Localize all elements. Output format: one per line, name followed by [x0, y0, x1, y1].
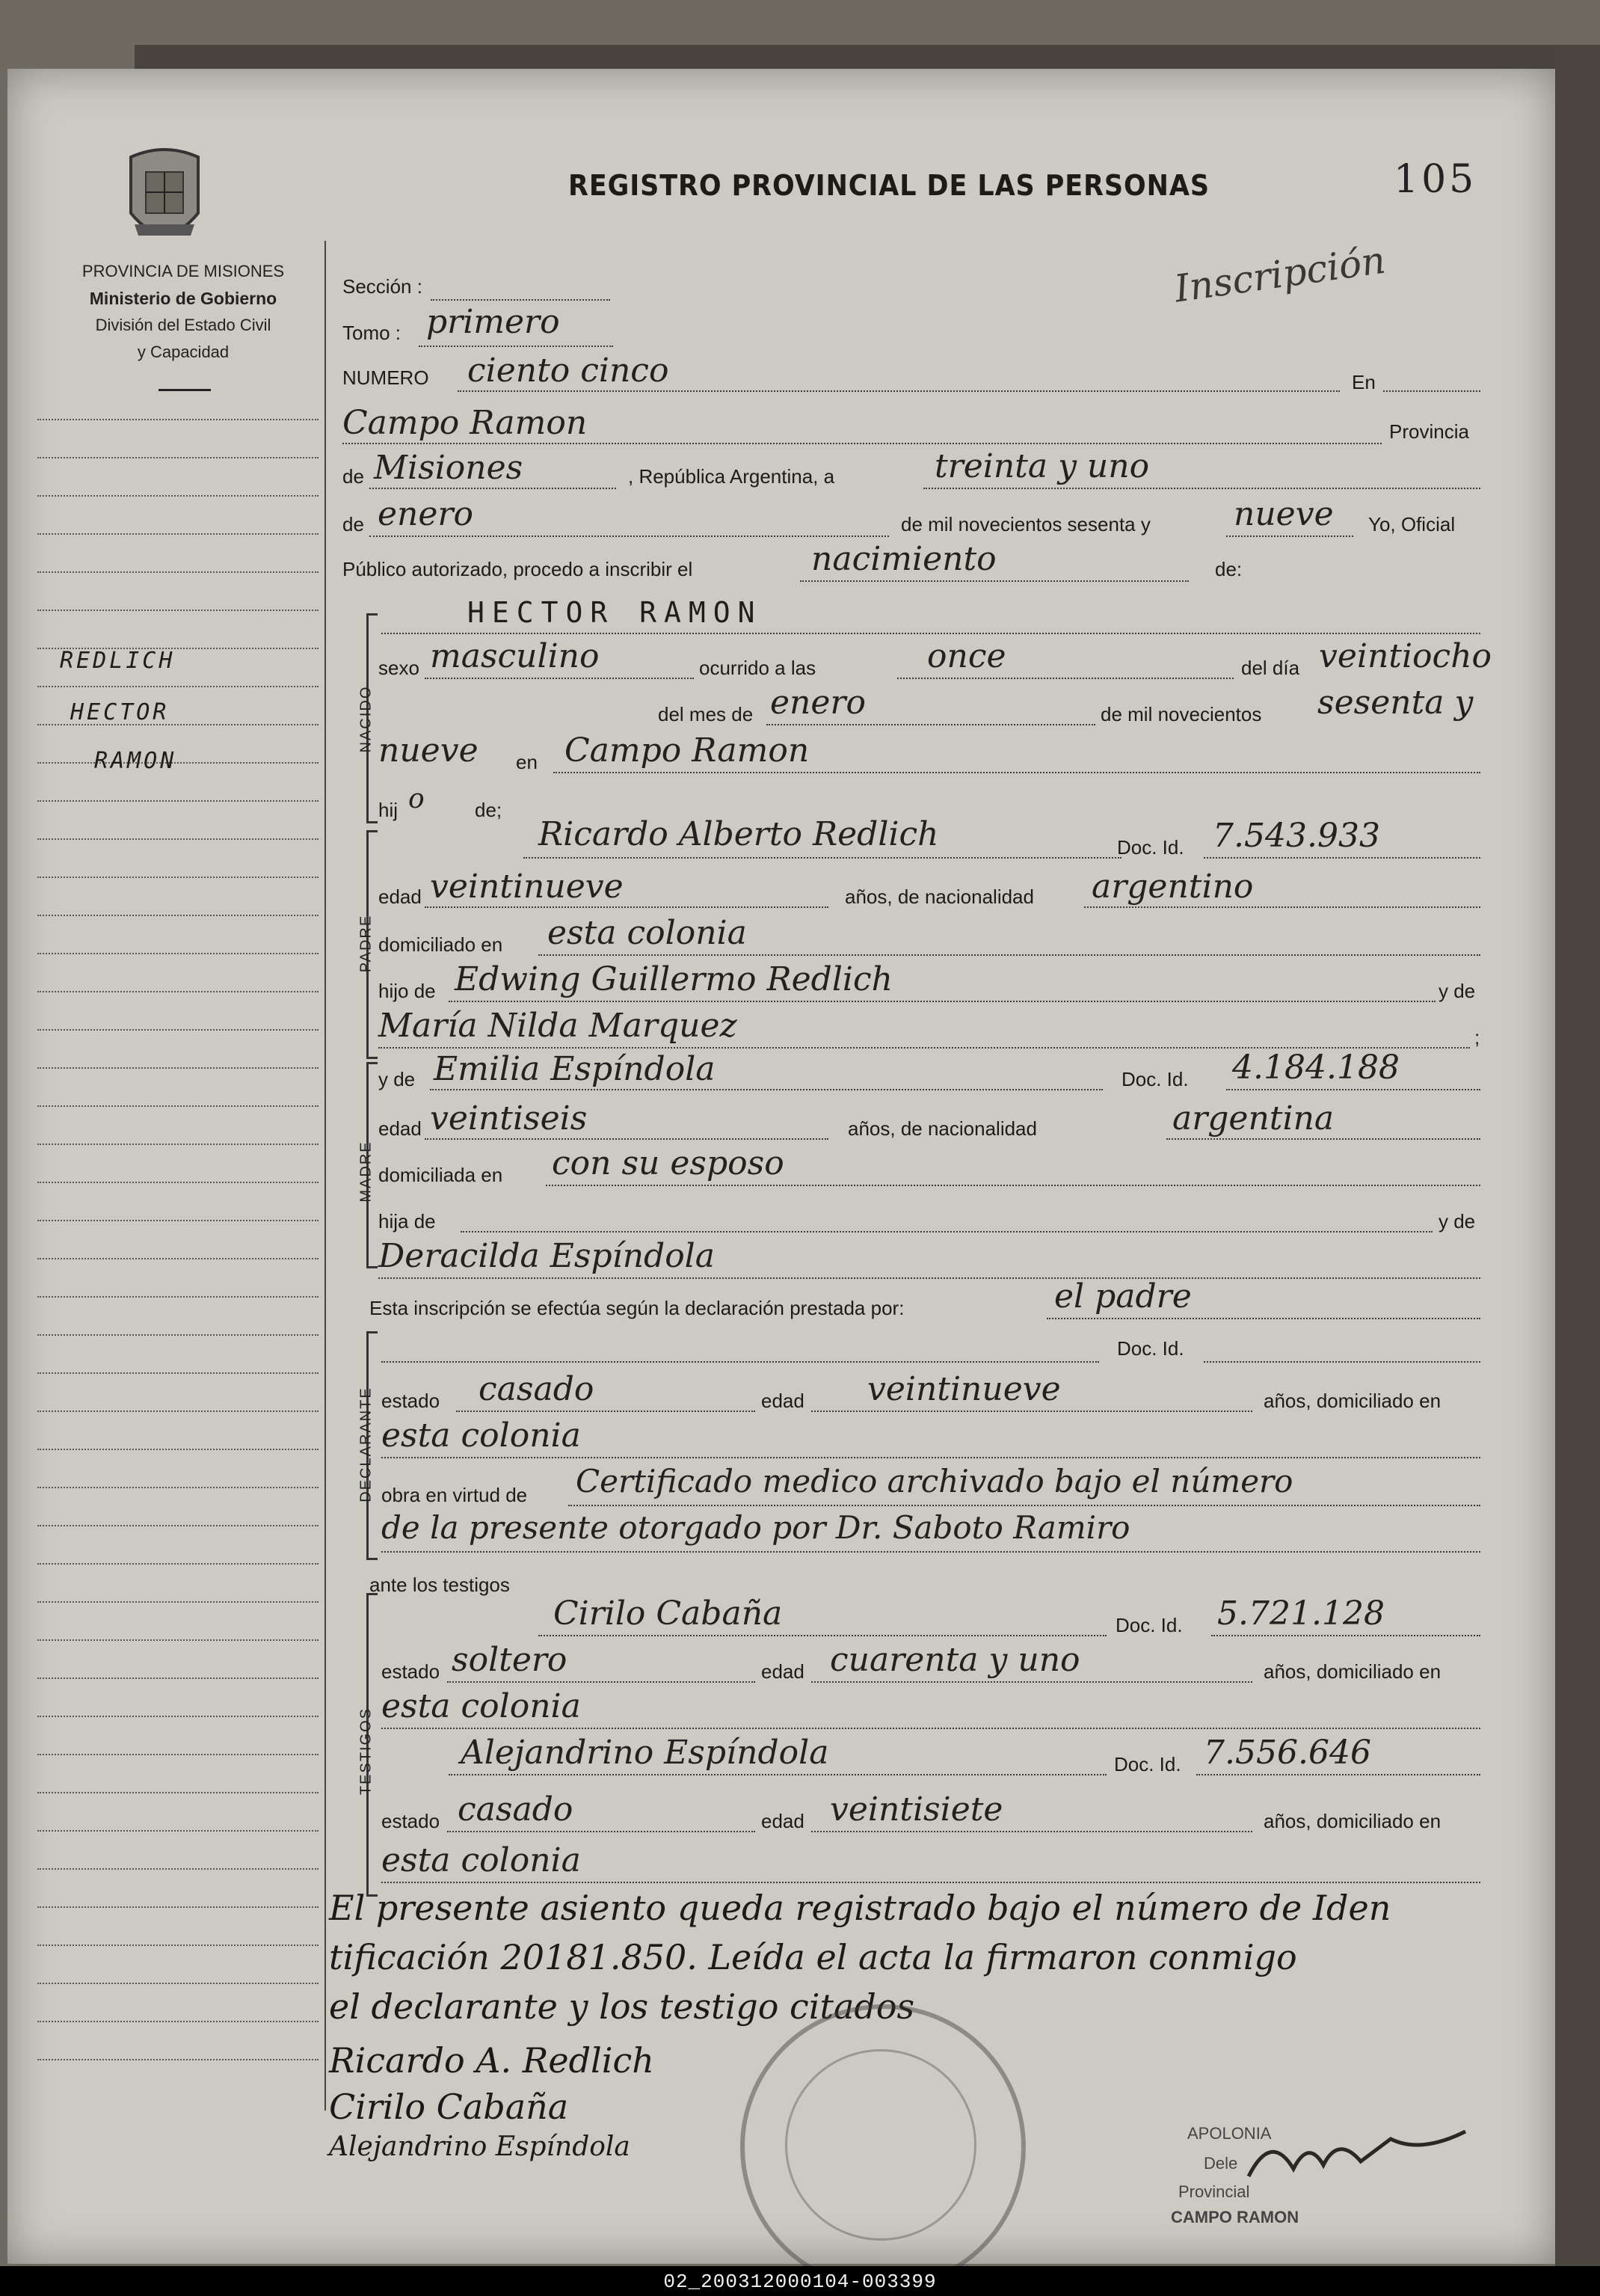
margin-ruled-line — [37, 838, 319, 840]
label-doc-madre: Doc. Id. — [1121, 1068, 1189, 1090]
value-provincia: Misiones — [374, 449, 523, 487]
label-en: En — [1352, 371, 1376, 393]
label-semicolon: ; — [1474, 1026, 1480, 1049]
value-decl-estado: casado — [479, 1370, 594, 1408]
value-anio-nac-2: nueve — [378, 731, 479, 770]
official-office: Provincial — [1178, 2182, 1250, 2201]
margin-ruled-line — [37, 1449, 319, 1450]
line-lugar — [342, 443, 1382, 444]
margin-ruled-line — [37, 1792, 319, 1793]
signature-testigo1: Cirilo Cabaña — [329, 2087, 569, 2127]
page-top-edge — [135, 45, 1585, 72]
line-decl-estado — [456, 1411, 755, 1412]
label-y-de-madre-2: y de — [1439, 1210, 1476, 1233]
line-sexo — [425, 678, 694, 679]
value-t2-estado: casado — [458, 1790, 573, 1829]
value-testigo1-doc: 5.721.128 — [1217, 1594, 1385, 1633]
margin-ruled-line — [37, 762, 319, 764]
margin-ruled-line — [37, 1525, 319, 1526]
margin-ruled-line — [37, 1487, 319, 1488]
label-nacionalidad-padre: años, de nacionalidad — [845, 885, 1034, 908]
line-declarante-name — [381, 1361, 1099, 1363]
label-del-dia: del día — [1241, 657, 1300, 679]
value-padre-doc: 7.543.933 — [1213, 817, 1380, 855]
label-domiciliado-padre: domiciliado en — [378, 933, 503, 956]
label-hij: hij — [378, 799, 399, 821]
value-madre: Emilia Espíndola — [434, 1050, 716, 1088]
line-t2-dom — [381, 1882, 1480, 1883]
value-t1-dom: esta colonia — [381, 1687, 581, 1725]
division-name-2: y Capacidad — [137, 343, 230, 361]
margin-ruled-line — [37, 1754, 319, 1755]
margin-ruled-line — [37, 877, 319, 878]
line-padre-edad — [425, 906, 828, 908]
label-declaracion: Esta inscripción se efectúa según la declaración prestada por: — [369, 1297, 905, 1319]
value-tomo: primero — [426, 303, 560, 341]
margin-ruled-line — [37, 915, 319, 916]
value-madre-edad: veintiseis — [430, 1099, 588, 1138]
division-name: División del Estado Civil — [95, 316, 271, 334]
value-madre-nac: argentina — [1172, 1099, 1335, 1138]
margin-ruled-line — [37, 1144, 319, 1145]
line-madre-edad — [425, 1138, 828, 1140]
margin-ruled-line — [37, 1029, 319, 1031]
label-edad-madre: edad — [378, 1117, 422, 1140]
label-domiciliada: domiciliada en — [378, 1164, 503, 1186]
margin-ruled-line — [37, 1258, 319, 1259]
signature-declarante: Ricardo A. Redlich — [329, 2040, 654, 2081]
label-seccion: Sección : — [342, 275, 422, 298]
value-fecha-dia: treinta y uno — [935, 447, 1150, 485]
label-mil: de mil novecientos sesenta y — [901, 513, 1151, 535]
margin-ruled-line — [37, 1678, 319, 1679]
line-padre-dom — [538, 954, 1480, 956]
label-doc-testigo1: Doc. Id. — [1116, 1614, 1183, 1636]
value-anio-nac: sesenta y — [1317, 684, 1474, 722]
value-testigo2: Alejandrino Espíndola — [461, 1734, 829, 1772]
label-publico: Público autorizado, procedo a inscribir el — [342, 558, 693, 580]
value-padre-nac: argentino — [1092, 868, 1254, 906]
label-domiciliado-declarante: años, domiciliado en — [1264, 1390, 1441, 1412]
label-obra: obra en virtud de — [381, 1484, 528, 1506]
value-padre-dom: esta colonia — [547, 914, 747, 952]
margin-ruled-line — [37, 1182, 319, 1183]
image-identifier: 02_200312000104-003399 — [663, 2271, 937, 2293]
label-ante-testigos: ante los testigos — [369, 1574, 510, 1596]
line-madre-dom — [546, 1185, 1480, 1186]
margin-ruled-line — [37, 991, 319, 992]
label-estado-testigo2: estado — [381, 1810, 440, 1832]
value-testigo1: Cirilo Cabaña — [553, 1594, 783, 1633]
value-hij-suffix: o — [408, 784, 425, 814]
value-decl-edad: veintinueve — [867, 1370, 1061, 1408]
line-lugar-nac — [553, 772, 1480, 773]
line-madre-doc — [1226, 1089, 1480, 1090]
line-testigo1 — [538, 1635, 1107, 1636]
margin-ruled-line — [37, 1372, 319, 1374]
label-doc-padre: Doc. Id. — [1117, 836, 1184, 859]
value-t2-edad: veintisiete — [830, 1790, 1003, 1829]
value-sexo: masculino — [430, 637, 600, 675]
label-estado-declarante: estado — [381, 1390, 440, 1412]
value-abuela-mat: Deracilda Espíndola — [378, 1237, 715, 1275]
margin-ruled-line — [37, 1296, 319, 1298]
value-padre-edad: veintinueve — [430, 868, 624, 906]
label-del-mes: del mes de — [658, 703, 754, 725]
official-location: CAMPO RAMON — [1171, 2208, 1299, 2226]
line-mes — [766, 724, 1095, 725]
value-dia: veintiocho — [1319, 637, 1492, 675]
line-acto — [800, 580, 1189, 582]
province-name: PROVINCIA DE MISIONES — [81, 262, 285, 280]
label-de-mes: de — [342, 513, 364, 535]
label-numero: NUMERO — [342, 366, 429, 389]
label-de-colon: de: — [1215, 558, 1243, 580]
official-title: Dele — [1204, 2154, 1238, 2173]
margin-ruled-line — [37, 1067, 319, 1069]
label-edad-padre: edad — [378, 885, 422, 908]
closing-note-line-3: el declarante y los testigo citados — [329, 1986, 915, 2027]
line-hija-de — [461, 1231, 1433, 1233]
margin-ruled-line — [37, 610, 319, 611]
label-hijo-de: hijo de — [378, 980, 436, 1002]
line-hora — [897, 678, 1234, 679]
value-numero: ciento cinco — [467, 352, 669, 390]
margin-ruled-line — [37, 1334, 319, 1336]
label-edad-declarante: edad — [761, 1390, 804, 1412]
closing-note-line-1: El presente asiento queda registrado bajo el número de Iden — [329, 1888, 1391, 1928]
official-name: APOLONIA — [1187, 2124, 1272, 2143]
label-provincia: Provincia — [1389, 420, 1469, 443]
margin-ruled-line — [37, 495, 319, 497]
margin-ruled-line — [37, 1105, 319, 1107]
margin-surname: REDLICH — [60, 648, 176, 674]
label-tomo: Tomo : — [342, 322, 401, 344]
margin-ruled-line — [37, 1983, 319, 1984]
line-padre-doc — [1204, 857, 1480, 859]
value-madre-dom: con su esposo — [552, 1144, 784, 1182]
section-label-padre: PADRE — [357, 914, 375, 973]
label-de: de — [342, 465, 364, 488]
value-decl-dom: esta colonia — [381, 1416, 581, 1455]
label-en-lugar: en — [516, 751, 538, 773]
value-testigo2-doc: 7.556.646 — [1204, 1734, 1371, 1772]
line-t2-estado — [447, 1831, 755, 1832]
label-republica: , República Argentina, a — [628, 465, 835, 488]
line-fecha-mes — [369, 535, 889, 537]
value-t2-dom: esta colonia — [381, 1841, 581, 1879]
line-abuelo-pat — [449, 1001, 1436, 1002]
line-testigo2-doc — [1196, 1774, 1480, 1775]
provincial-seal-icon — [120, 142, 209, 254]
label-edad-testigo2: edad — [761, 1810, 804, 1832]
line-nombre — [381, 633, 1480, 634]
value-nombre: HECTOR RAMON — [467, 596, 763, 629]
document-title: REGISTRO PROVINCIAL DE LAS PERSONAS — [568, 169, 1210, 202]
line-testigo2 — [449, 1774, 1107, 1775]
line-decl-edad — [811, 1411, 1252, 1412]
line-declarante-doc — [1204, 1361, 1480, 1363]
official-signature-icon — [1241, 2124, 1488, 2191]
label-ocurrido: ocurrido a las — [699, 657, 816, 679]
value-anio: nueve — [1234, 495, 1334, 533]
line-anio — [1226, 535, 1353, 537]
value-lugar: Campo Ramon — [342, 404, 588, 442]
closing-note-line-2: tificación 20181.850. Leída el acta la firmaron conmigo — [329, 1937, 1297, 1977]
value-abuelo-pat: Edwing Guillermo Redlich — [455, 960, 893, 998]
margin-ruled-line — [37, 1601, 319, 1603]
margin-ruled-line — [37, 1563, 319, 1565]
value-padre: Ricardo Alberto Redlich — [538, 815, 939, 853]
line-madre-nac — [1166, 1138, 1480, 1140]
label-oficial: Yo, Oficial — [1368, 513, 1456, 535]
label-domiciliado-testigo2: años, domiciliado en — [1264, 1810, 1441, 1832]
margin-ruled-line — [37, 1716, 319, 1717]
ministry-name: Ministerio de Gobierno — [89, 289, 277, 308]
margin-ruled-line — [37, 571, 319, 573]
value-mes: enero — [770, 684, 866, 722]
line-t1-estado — [447, 1681, 755, 1683]
section-label-madre: MADRE — [357, 1141, 375, 1203]
label-edad-testigo1: edad — [761, 1660, 804, 1683]
line-seccion — [431, 299, 610, 301]
value-abuela-pat: María Nilda Marquez — [378, 1007, 737, 1045]
line-t1-edad — [811, 1681, 1252, 1683]
header-rule — [159, 389, 211, 391]
line-testigo1-doc — [1211, 1635, 1480, 1636]
margin-second-name: RAMON — [94, 748, 177, 774]
line-obra-2 — [381, 1551, 1480, 1553]
line-fecha-dia — [923, 488, 1480, 489]
line-en — [1383, 390, 1480, 392]
margin-ruled-line — [37, 1639, 319, 1641]
label-nacionalidad-madre: años, de nacionalidad — [848, 1117, 1037, 1140]
margin-ruled-line — [37, 533, 319, 535]
value-hora: once — [927, 637, 1006, 675]
signature-testigo2: Alejandrino Espíndola — [329, 2131, 630, 2162]
value-obra-1: Certificado medico archivado bajo el número — [576, 1463, 1293, 1500]
margin-ruled-line — [37, 1830, 319, 1832]
label-de-padres: de; — [475, 799, 502, 821]
margin-ruled-line — [37, 2021, 319, 2022]
line-abuela-mat — [378, 1277, 1480, 1279]
margin-ruled-line — [37, 686, 319, 687]
margin-first-name: HECTOR — [70, 699, 170, 725]
line-t1-dom — [381, 1728, 1480, 1729]
label-estado-testigo1: estado — [381, 1660, 440, 1683]
line-declarante — [1047, 1318, 1480, 1319]
margin-ruled-line — [37, 1411, 319, 1412]
book-spine — [1555, 45, 1600, 2266]
line-padre-nac — [1084, 906, 1480, 908]
margin-ruled-line — [37, 1868, 319, 1870]
section-label-testigos: TESTIGOS — [357, 1707, 375, 1796]
label-sexo: sexo — [378, 657, 419, 679]
value-t1-estado: soltero — [452, 1641, 567, 1679]
line-decl-dom — [381, 1457, 1480, 1458]
margin-ruled-line — [37, 953, 319, 954]
line-madre — [430, 1089, 1103, 1090]
line-provincia — [369, 488, 616, 489]
margin-ruled-line — [37, 800, 319, 802]
margin-ruled-line — [37, 419, 319, 420]
label-y-de-madre: y de — [378, 1068, 416, 1090]
value-acto: nacimiento — [811, 540, 997, 578]
column-divider — [324, 241, 326, 2111]
section-label-nacido: NACIDO — [357, 685, 375, 753]
line-padre — [523, 857, 1121, 859]
label-domiciliado-testigo1: años, domiciliado en — [1264, 1660, 1441, 1683]
line-tomo — [419, 346, 613, 347]
line-obra-1 — [568, 1505, 1480, 1506]
value-madre-doc: 4.184.188 — [1232, 1049, 1400, 1087]
value-t1-edad: cuarenta y uno — [830, 1641, 1080, 1679]
label-hija-de: hija de — [378, 1210, 436, 1233]
margin-ruled-line — [37, 457, 319, 458]
line-t2-edad — [811, 1831, 1252, 1832]
value-lugar-nac: Campo Ramon — [564, 731, 810, 770]
margin-ruled-line — [37, 1906, 319, 1908]
official-stamp-inner — [785, 2049, 976, 2241]
page-number: 105 — [1394, 157, 1477, 202]
label-doc-declarante: Doc. Id. — [1117, 1337, 1184, 1360]
issuing-authority — [45, 258, 321, 366]
margin-ruled-line — [37, 2059, 319, 2060]
margin-ruled-line — [37, 1220, 319, 1221]
value-fecha-mes: enero — [378, 495, 473, 533]
value-declarante: el padre — [1054, 1277, 1192, 1316]
section-label-declarante: DECLARANTE — [357, 1387, 375, 1502]
label-doc-testigo2: Doc. Id. — [1114, 1753, 1181, 1775]
margin-ruled-line — [37, 1944, 319, 1946]
margin-note-stamp: Inscripción — [1172, 238, 1388, 311]
label-y-de: y de — [1439, 980, 1476, 1002]
label-mil-nac: de mil novecientos — [1101, 703, 1262, 725]
value-obra-2: de la presente otorgado por Dr. Saboto Ramiro — [381, 1509, 1130, 1546]
line-numero — [458, 390, 1340, 392]
